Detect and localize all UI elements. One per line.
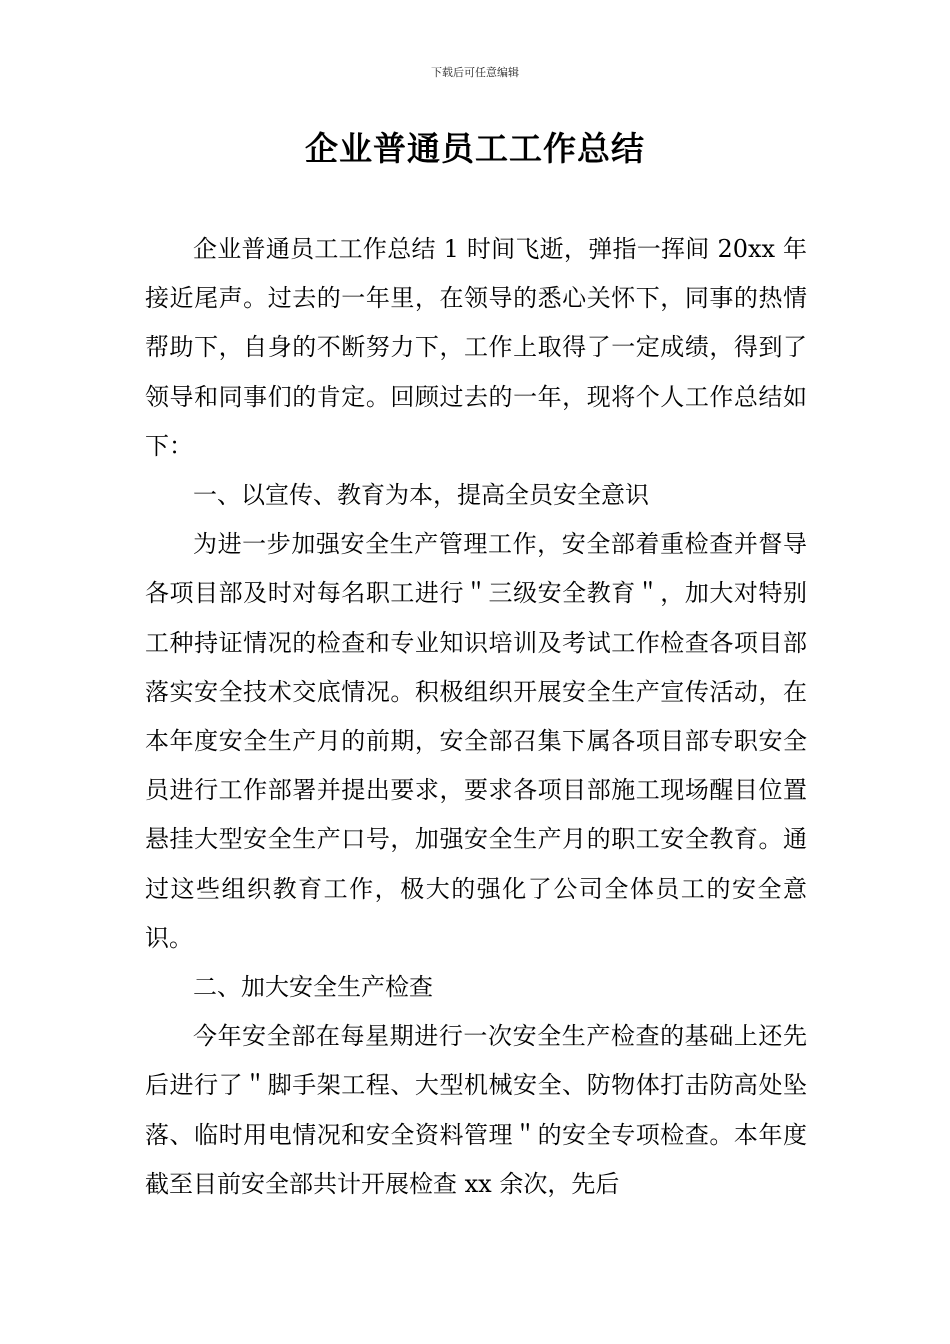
paragraph-section-1: 为进一步加强安全生产管理工作，安全部着重检查并督导各项目部及时对每名职工进行＂三级安全教育＂，加大对特别工种持证情况的检查和专业知识培训及考试工作检查各项目部落实安全技术交底情况。积极组织开展安全生产宣传活动，在本年度安全生产月的前期，安全部召集下属各项目部专职安全员进行工作部署并提出要求，要求各项目部施工现场醒目位置悬挂大型安全生产口号，加强安全生产月的职工安全教育。通过这些组织教育工作，极大的强化了公司全体员工的安全意识。 [145,530,807,952]
document-title: 企业普通员工工作总结 [305,129,645,168]
section-heading-1: 一、以宣传、教育为本，提高全员安全意识 [193,481,649,510]
section-heading-2: 二、加大安全生产检查 [193,973,433,1002]
header-note: 下载后可任意编辑 [431,66,519,79]
document-body [145,225,807,1209]
paragraph-section-2: 今年安全部在每星期进行一次安全生产检查的基础上还先后进行了＂脚手架工程、大型机械安全、防物体打击防高处坠落、临时用电情况和安全资料管理＂的安全专项检查。本年度截至目前安全部共计开展检查 xx 余次，先后 [145,1022,807,1198]
paragraph-intro: 企业普通员工工作总结 1 时间飞逝，弹指一挥间 20xx 年接近尾声。过去的一年里，在领导的悉心关怀下，同事的热情帮助下，自身的不断努力下，工作上取得了一定成绩，得到了领导和同事们的肯定。回顾过去的一年，现将个人工作总结如下： [145,235,807,460]
